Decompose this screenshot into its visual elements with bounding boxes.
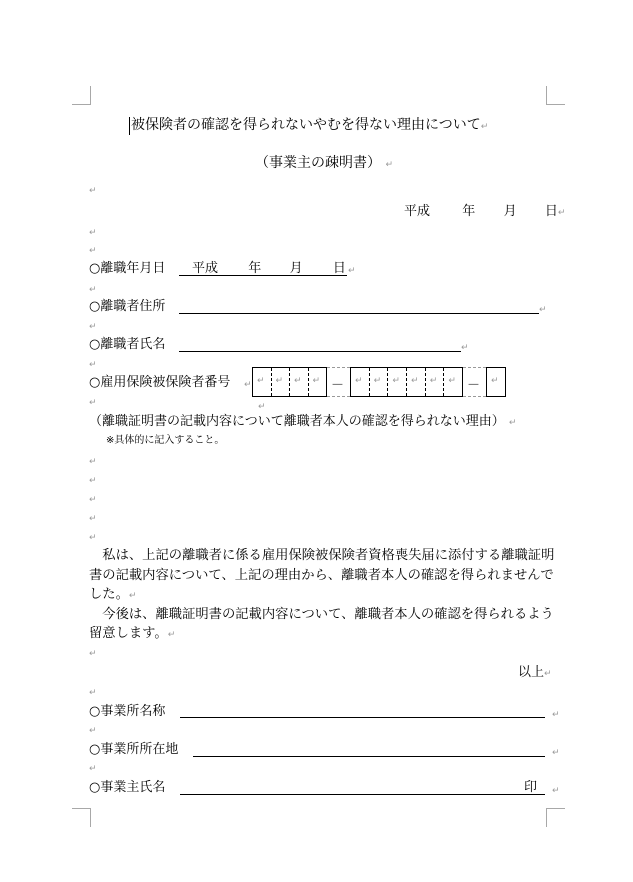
paragraph-mark-icon: ↵ (167, 630, 176, 640)
name-label: ○離職者氏名 (89, 337, 166, 352)
paragraph-mark-icon: ↵ (461, 343, 469, 353)
paragraph-mark-icon: ↵ (89, 688, 97, 698)
paragraph-mark-icon: ↵ (491, 376, 499, 386)
separation-month: 月 (289, 261, 303, 276)
paragraph-mark-icon: ↵ (392, 376, 400, 386)
office-name-input-line[interactable] (180, 717, 545, 718)
paragraph-mark-icon: ↵ (557, 208, 566, 218)
statement-line-4: 今後は、離職証明書の記載内容について、離職者本人の確認を得られるよう (89, 607, 554, 622)
paragraph-mark-icon: ↵ (89, 764, 97, 774)
paragraph-mark-icon: ↵ (312, 376, 321, 386)
digit-cell[interactable] (309, 368, 327, 396)
paragraph-mark-icon: ↵ (89, 457, 97, 467)
paragraph-mark-icon: ↵ (89, 360, 97, 370)
title-text: 被保険者の確認を得られないやむを得ない理由について (131, 117, 481, 133)
paragraph-mark-icon: ↵ (89, 228, 97, 238)
paragraph-mark-icon: ↵ (544, 669, 552, 679)
reason-heading (89, 414, 516, 431)
statement-line-3: した。↵ (89, 587, 137, 602)
paragraph-mark-icon: ↵ (552, 710, 560, 720)
date-line[interactable] (404, 204, 565, 221)
owner-name-input-line[interactable] (180, 794, 545, 795)
paragraph-mark-icon: ↵ (244, 380, 252, 390)
paragraph-mark-icon: ↵ (539, 305, 547, 315)
digit-cell[interactable] (444, 368, 462, 396)
digit-cell[interactable] (290, 368, 309, 396)
office-address-input-line[interactable] (193, 756, 545, 757)
separator-dash: － (467, 378, 481, 393)
crop-mark-bottom-right (546, 808, 565, 827)
paragraph-mark-icon: ↵ (294, 376, 302, 386)
separation-date-underline (179, 275, 347, 276)
paragraph-mark-icon: ↵ (89, 476, 97, 486)
statement-line-2: 書の記載内容について、上記の理由から、離職者本人の確認を得られませんで (89, 568, 554, 583)
insured-number-group-3[interactable] (486, 367, 506, 397)
digit-cell[interactable] (351, 368, 370, 396)
crop-mark-top-right (546, 86, 565, 105)
office-name-label: ○事業所名称 (89, 704, 166, 719)
separation-era: 平成 (192, 261, 219, 276)
paragraph-mark-icon: ↵ (385, 160, 393, 170)
paragraph-mark-icon: ↵ (508, 418, 517, 428)
office-address-label: ○事業所所在地 (89, 742, 179, 757)
name-input-line[interactable] (179, 351, 461, 352)
paragraph-mark-icon: ↵ (128, 591, 137, 601)
paragraph-mark-icon: ↵ (89, 398, 97, 408)
paragraph-mark-icon: ↵ (89, 514, 97, 524)
paragraph-mark-icon: ↵ (89, 495, 97, 505)
address-label: ○離職者住所 (89, 299, 166, 314)
digit-cell[interactable] (388, 368, 407, 396)
date-year: 年 (462, 204, 476, 219)
paragraph-mark-icon: ↵ (89, 726, 97, 736)
digit-cell[interactable] (370, 368, 389, 396)
document-subtitle (255, 155, 393, 173)
paragraph-mark-icon: ↵ (552, 748, 560, 758)
digit-cell[interactable] (253, 368, 272, 396)
paragraph-mark-icon: ↵ (89, 649, 97, 659)
paragraph-mark-icon: ↵ (429, 376, 438, 386)
date-month: 月 (503, 204, 517, 219)
paragraph-mark-icon: ↵ (448, 376, 456, 386)
insured-number-group-2[interactable] (350, 367, 463, 397)
paragraph-mark-icon: ↵ (411, 376, 419, 386)
digit-cell[interactable] (407, 368, 426, 396)
statement-line-5: 留意します。↵ (89, 626, 176, 641)
paragraph-mark-icon: ↵ (89, 285, 97, 295)
separator-dash: － (331, 378, 345, 393)
paragraph-mark-icon: ↵ (89, 322, 97, 332)
subtitle-text: （事業主の疎明書） (255, 155, 381, 171)
separation-year: 年 (248, 261, 262, 276)
seal-mark: 印 (524, 780, 538, 795)
paragraph-mark-icon: ↵ (257, 376, 265, 386)
closing-text: 以上↵ (518, 665, 552, 680)
crop-mark-bottom-left (72, 808, 91, 827)
digit-cell[interactable] (272, 368, 291, 396)
paragraph-mark-icon: ↵ (275, 376, 284, 386)
statement-line-1: 私は、上記の離職者に係る雇用保険被保険者資格喪失届に添付する離職証明 (89, 548, 555, 563)
digit-cell[interactable] (487, 368, 505, 396)
paragraph-mark-icon: ↵ (355, 376, 363, 386)
separation-day: 日 (332, 261, 346, 276)
paragraph-mark-icon: ↵ (89, 186, 97, 196)
separation-date-label: ○離職年月日 (89, 261, 166, 276)
owner-name-label: ○事業主氏名 (89, 780, 166, 795)
paragraph-mark-icon: ↵ (373, 376, 382, 386)
digit-cell[interactable] (426, 368, 445, 396)
paragraph-mark-icon: ↵ (552, 786, 560, 796)
crop-mark-top-left (72, 86, 91, 105)
reason-heading-text: （離職証明書の記載内容について離職者本人の確認を得られない理由） (89, 414, 505, 429)
paragraph-mark-icon: ↵ (348, 266, 356, 276)
paragraph-mark-icon: ↵ (480, 122, 489, 132)
paragraph-mark-icon: ↵ (89, 246, 97, 256)
reason-note: ※具体的に記入すること。 (106, 435, 225, 446)
date-day: 日 (544, 204, 558, 219)
date-era: 平成 (404, 204, 431, 219)
insured-number-group-1[interactable] (252, 367, 327, 397)
paragraph-mark-icon: ↵ (89, 533, 97, 543)
insured-number-label: ○雇用保険被保険者番号 (89, 375, 231, 390)
document-title[interactable] (129, 117, 488, 135)
paragraph-mark-icon: ↵ (258, 402, 266, 412)
address-input-line[interactable] (179, 313, 539, 314)
